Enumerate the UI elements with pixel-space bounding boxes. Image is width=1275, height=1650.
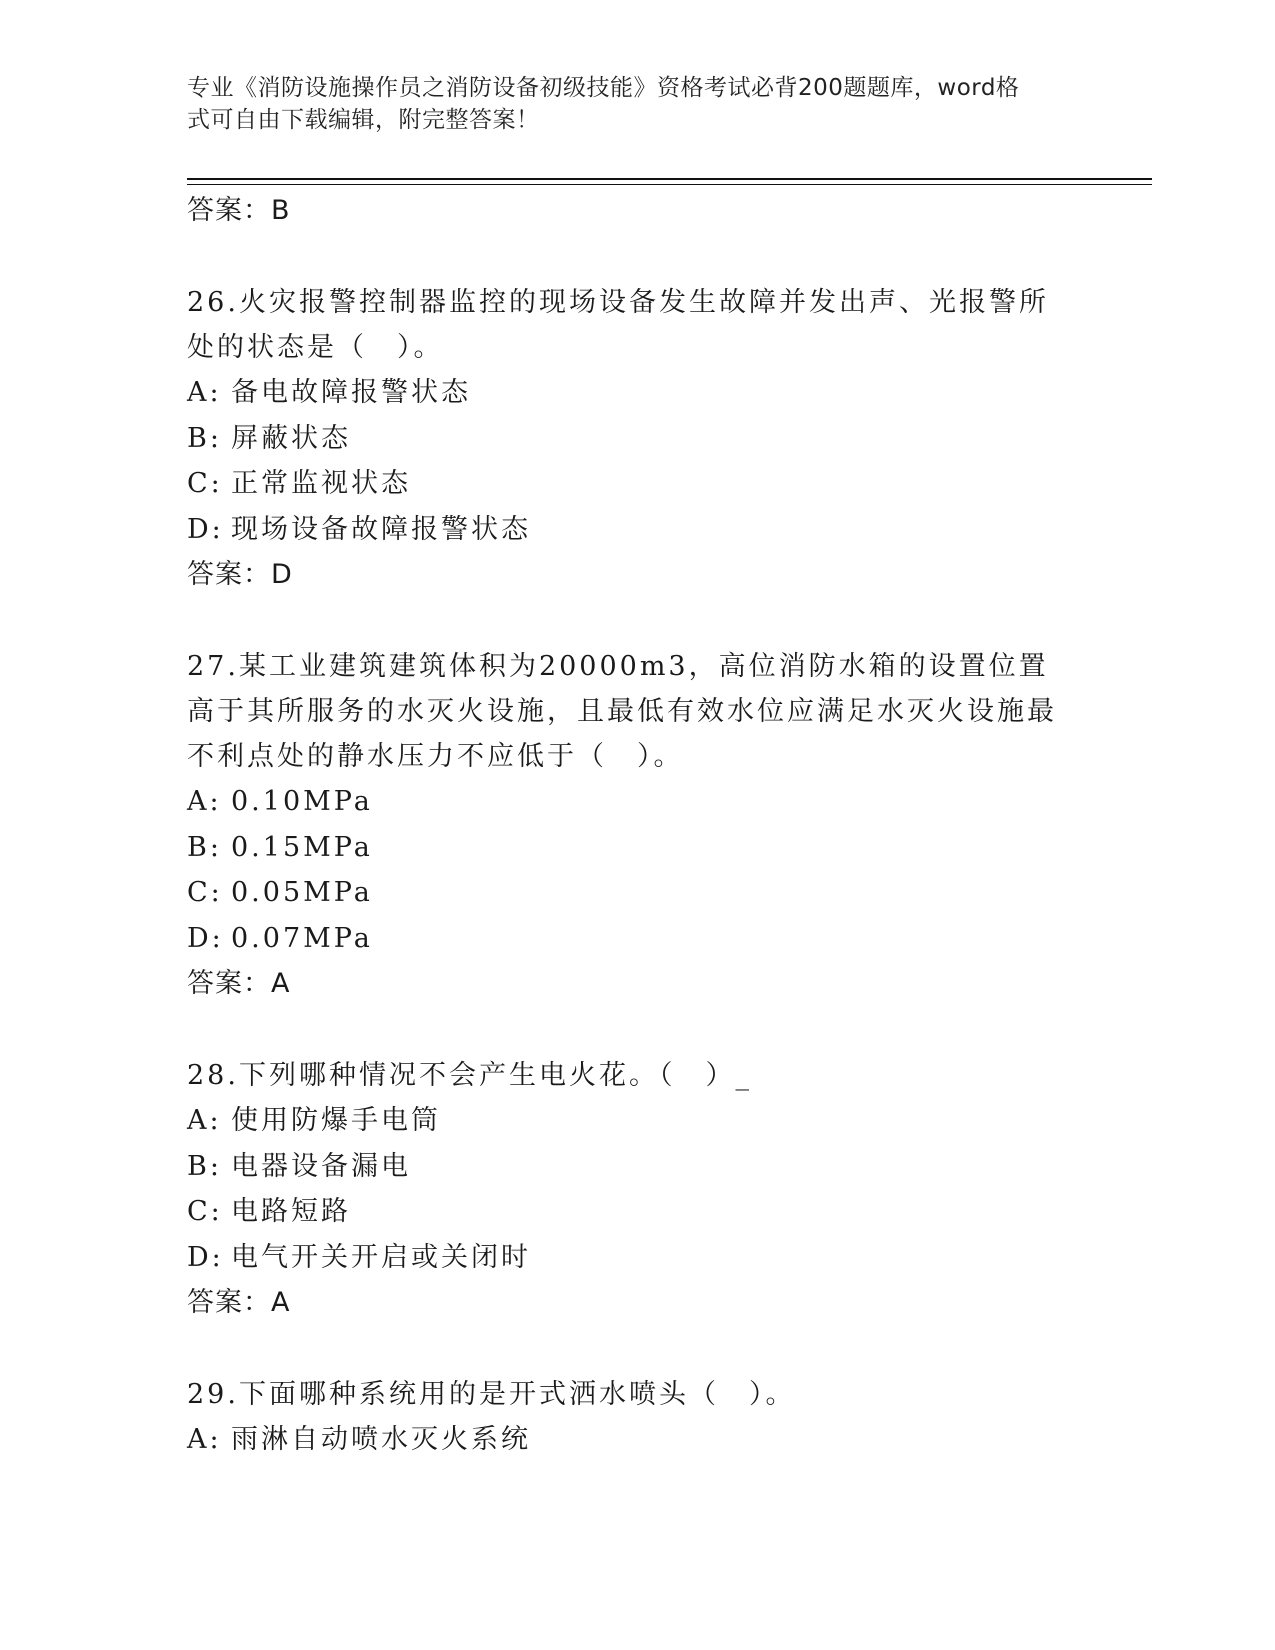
option-text: 雨淋自动喷水灭火系统 (231, 1424, 531, 1455)
question-stem: 28.下列哪种情况不会产生电火花。（ ）_ (187, 1060, 752, 1091)
question-28 (187, 1053, 1077, 1326)
option-key: D: (187, 922, 224, 954)
option-text: 电气开关开启或关闭时 (231, 1241, 531, 1273)
option-text: 备电故障报警状态 (231, 377, 471, 408)
option-b (187, 825, 1077, 871)
header-divider-thin (187, 184, 1152, 185)
option-a (187, 370, 1077, 416)
option-key: C: (187, 1196, 223, 1227)
page-header (187, 72, 1067, 136)
option-key: A: (187, 377, 222, 408)
option-d (187, 507, 1077, 553)
option-text: 电器设备漏电 (231, 1150, 411, 1182)
option-key: B: (187, 1150, 222, 1182)
option-c (187, 1189, 1077, 1235)
option-c (187, 870, 1077, 916)
question-29 (187, 1372, 1077, 1463)
option-b (187, 1144, 1077, 1190)
option-key: A: (187, 1424, 222, 1455)
option-text: 使用防爆手电筒 (231, 1105, 441, 1136)
option-key: B: (187, 422, 222, 454)
question-stem: 27.某工业建筑建筑体积为20000m3，高位消防水箱的设置位置高于其所服务的水灭火设施，且最低有效水位应满足水灭火设施最不利点处的静水压力不应低于（ ）。 (187, 651, 1057, 772)
option-text: 现场设备故障报警状态 (231, 513, 531, 545)
spacer (187, 598, 1077, 644)
header-line-2: 式可自由下载编辑，附完整答案！ (187, 107, 540, 133)
question-stem: 29.下面哪种系统用的是开式洒水喷头（ ）。 (187, 1379, 796, 1410)
answer-line: 答案：A (187, 968, 291, 999)
option-text: 0.15MPa (231, 831, 373, 863)
question-27 (187, 644, 1077, 1007)
spacer (187, 1007, 1077, 1053)
option-key: A: (187, 786, 222, 817)
option-text: 屏蔽状态 (231, 422, 351, 454)
option-a (187, 1098, 1077, 1144)
answer-line: 答案：D (187, 559, 293, 590)
option-text: 0.05MPa (231, 877, 373, 908)
question-stem: 26.火灾报警控制器监控的现场设备发生故障并发出声、光报警所处的状态是（ ）。 (187, 287, 1049, 363)
option-key: C: (187, 877, 223, 908)
answer-line: 答案：A (187, 1287, 291, 1318)
option-a (187, 1417, 1077, 1463)
option-text: 电路短路 (231, 1196, 351, 1227)
spacer (187, 234, 1077, 280)
option-key: B: (187, 831, 222, 863)
option-key: A: (187, 1105, 222, 1136)
header-divider-thick (187, 178, 1152, 180)
option-text: 0.10MPa (231, 786, 373, 817)
option-c (187, 461, 1077, 507)
option-a (187, 779, 1077, 825)
option-d (187, 1235, 1077, 1281)
option-key: D: (187, 1241, 224, 1273)
header-line-1: 专业《消防设施操作员之消防设备初级技能》资格考试必背200题题库，word格 (187, 75, 1020, 101)
question-26 (187, 280, 1077, 598)
option-b (187, 416, 1077, 462)
option-text: 正常监视状态 (231, 468, 411, 499)
previous-answer: 答案：B (187, 195, 291, 226)
option-key: D: (187, 513, 224, 545)
option-text: 0.07MPa (231, 922, 373, 954)
spacer (187, 1326, 1077, 1372)
option-key: C: (187, 468, 223, 499)
option-d (187, 916, 1077, 962)
question-list (187, 188, 1077, 1463)
